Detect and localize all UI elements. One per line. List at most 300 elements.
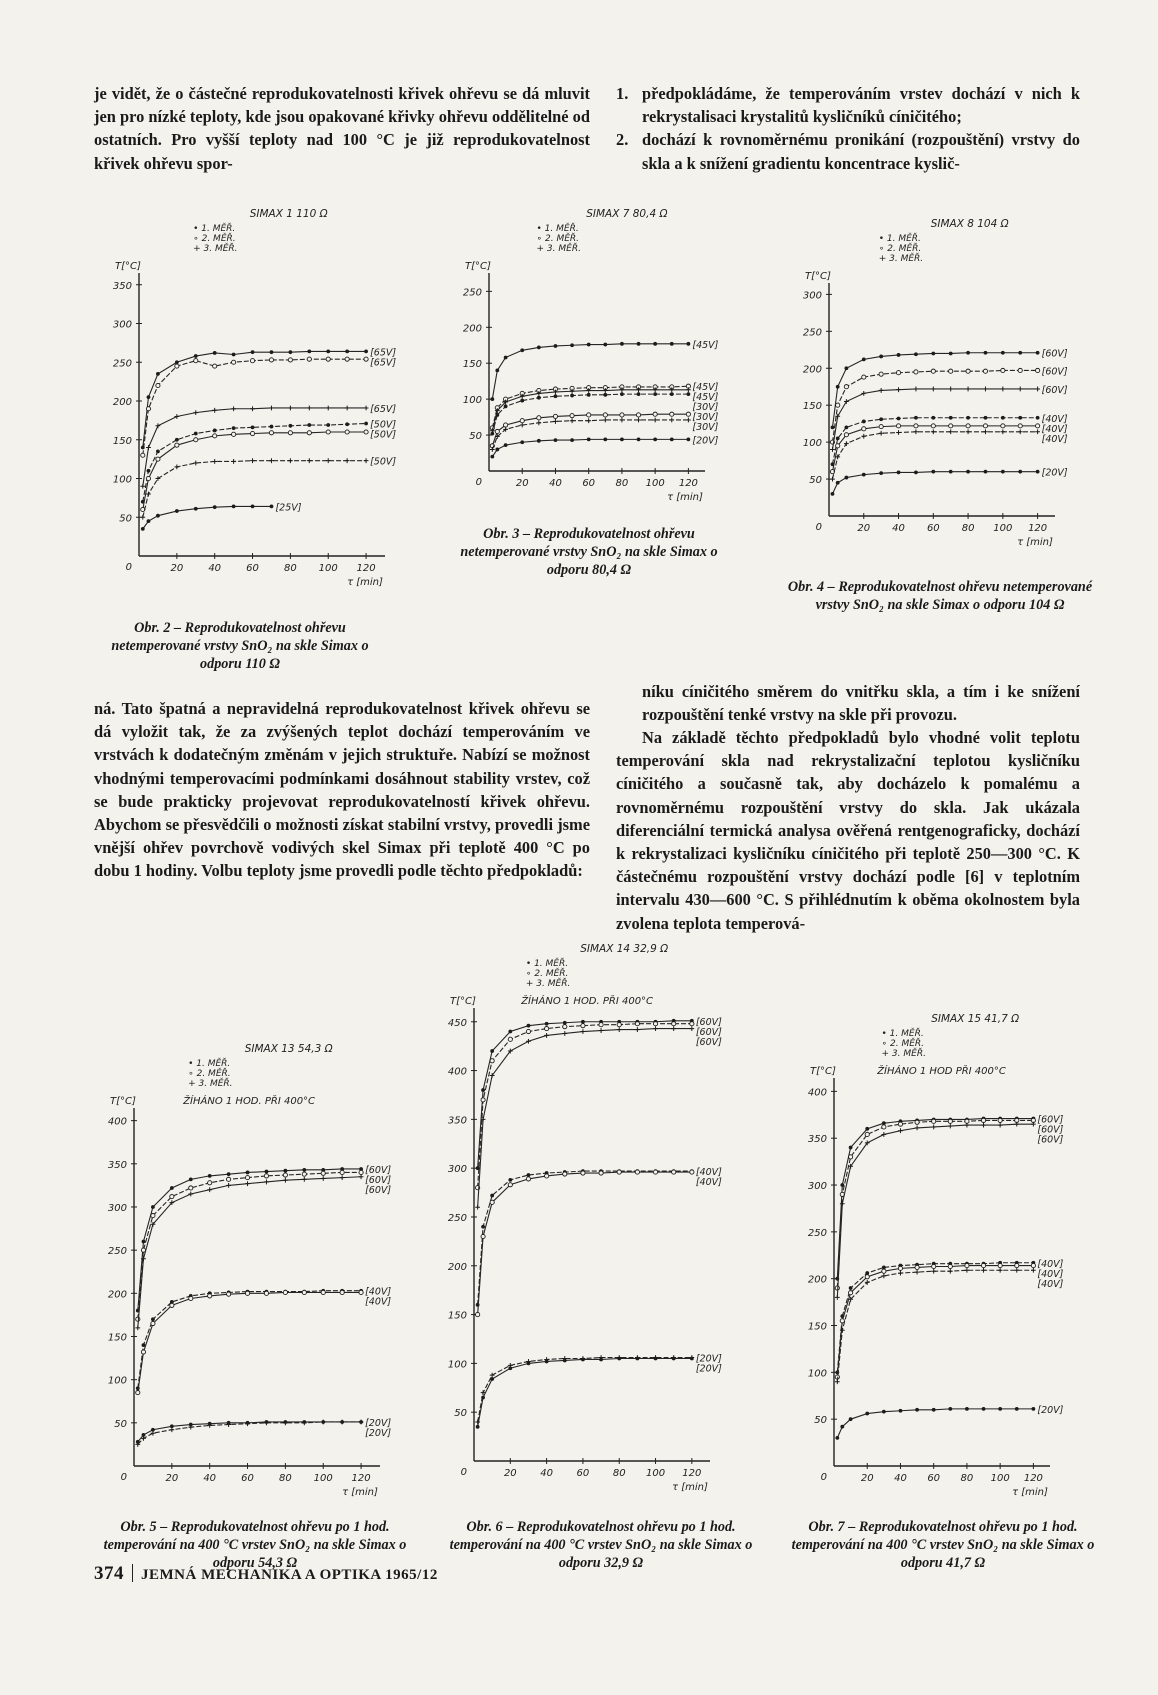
x-tick-label: 80 (279, 1473, 292, 1484)
data-point (207, 1187, 212, 1192)
x-tick-label: 20 (860, 1473, 874, 1484)
data-point (836, 385, 840, 389)
data-point (340, 1290, 344, 1294)
data-point (213, 364, 217, 368)
y-tick-label: 300 (447, 1164, 467, 1176)
data-point (490, 1200, 494, 1204)
curve-voltage-label: [60V] (365, 1174, 392, 1186)
data-point (553, 419, 558, 424)
data-point (915, 1270, 920, 1275)
data-point (1031, 1263, 1035, 1267)
x-tick-label: 80 (960, 1473, 974, 1484)
data-point (635, 1170, 639, 1174)
data-point (212, 459, 217, 464)
y-tick-label: 250 (807, 1227, 827, 1239)
data-point (587, 437, 591, 441)
data-point (1036, 470, 1040, 474)
data-point (146, 476, 150, 480)
data-point (897, 417, 901, 421)
data-point (213, 505, 217, 509)
data-point (603, 418, 608, 423)
data-point (965, 1123, 970, 1128)
data-point (1031, 1407, 1035, 1411)
data-point (264, 1180, 269, 1185)
data-point (283, 1420, 287, 1424)
figure-3-caption: Obr. 3 – Reprodukovatelnost ohřevu netemperované vrstvy SnO₂ na skle Simax o odporu 80,4 Ω (460, 526, 718, 578)
data-point (966, 351, 970, 355)
data-point (966, 369, 970, 373)
data-point (490, 397, 494, 401)
x-tick-label: 20 (165, 1473, 179, 1484)
curve-voltage-label: [40V] (365, 1296, 392, 1308)
curve-voltage-label: [60V] (1037, 1124, 1064, 1136)
x-tick-label: 100 (990, 1473, 1010, 1484)
data-point (570, 394, 574, 398)
x-tick-label: 40 (892, 523, 905, 534)
x-tick-label: 60 (576, 1468, 590, 1479)
data-point (504, 423, 508, 427)
data-point (931, 369, 935, 373)
x-axis-label: τ [min] (1012, 1487, 1048, 1498)
data-point (898, 1122, 902, 1126)
data-point (670, 437, 674, 441)
curve-voltage-label: [60V] (1041, 366, 1068, 378)
data-point (637, 437, 641, 441)
data-point (672, 1022, 676, 1026)
data-point (982, 1407, 986, 1411)
data-point (1014, 1122, 1019, 1127)
legend-entry: • 1. MĚŘ. (525, 959, 569, 969)
curve-voltage-label: [20V] (695, 1363, 722, 1375)
curve-voltage-label: [50V] (370, 456, 397, 468)
data-point (896, 387, 901, 392)
figure-4-caption: Obr. 4 – Reprodukovatelnost ohřevu netemperované vrstvy SnO₂ na skle Simax o odporu 104 Ω (787, 579, 1093, 613)
data-point (861, 391, 866, 396)
data-point (226, 1183, 231, 1188)
x-tick-label: 100 (313, 1473, 333, 1484)
data-point (836, 403, 840, 407)
data-point (302, 1168, 306, 1172)
data-point (504, 404, 508, 408)
data-point (587, 393, 591, 397)
legend-entry: + 3. MĚŘ. (188, 1079, 233, 1089)
x-axis-label: τ [min] (342, 1487, 378, 1498)
data-point (915, 1408, 919, 1412)
y-axis-label: T[°C] (115, 261, 141, 272)
data-point (966, 424, 970, 428)
data-point (321, 1176, 326, 1181)
data-point (265, 1170, 269, 1174)
data-point (250, 406, 255, 411)
data-point (898, 1271, 903, 1276)
data-point (481, 1098, 485, 1102)
x-axis-label: τ [min] (347, 577, 383, 588)
data-point (620, 413, 624, 417)
data-point (849, 1155, 853, 1159)
x-axis-label: τ [min] (667, 492, 703, 503)
data-point (840, 1319, 844, 1323)
data-point (653, 412, 657, 416)
data-point (495, 369, 499, 373)
data-point (227, 1172, 231, 1176)
data-point (142, 1433, 146, 1437)
data-point (213, 434, 217, 438)
y-tick-label: 150 (802, 401, 822, 413)
data-point (948, 1119, 952, 1123)
data-point (508, 1037, 512, 1041)
data-point (844, 425, 848, 429)
curve-voltage-label: [60V] (695, 1036, 722, 1048)
data-point (359, 1174, 364, 1179)
data-point (246, 1421, 250, 1425)
data-point (495, 429, 499, 433)
data-point (193, 410, 198, 415)
series-line (478, 1024, 692, 1188)
y-tick-label: 400 (107, 1116, 127, 1128)
data-point (1031, 1122, 1036, 1127)
data-point (476, 1425, 480, 1429)
data-point (326, 423, 330, 427)
data-point (321, 1290, 325, 1294)
data-point (340, 1175, 345, 1180)
curve-voltage-label: [60V] (365, 1164, 392, 1176)
data-point (998, 1123, 1003, 1128)
x-tick-label: 120 (682, 1468, 702, 1479)
data-point (307, 406, 312, 411)
data-point (865, 1127, 869, 1131)
data-point (844, 476, 848, 480)
data-point (364, 406, 369, 411)
curve-voltage-label: [60V] (1041, 348, 1068, 360)
x-tick-label: 100 (645, 1468, 666, 1479)
data-point (476, 1303, 480, 1307)
data-point (208, 1181, 212, 1185)
data-point (865, 1132, 869, 1136)
data-point (844, 385, 848, 389)
data-point (670, 392, 674, 396)
data-point (156, 514, 160, 518)
data-point (189, 1296, 193, 1300)
data-point (288, 358, 292, 362)
data-point (1018, 387, 1023, 392)
chart-title: SIMAX 1 110 Ω (249, 208, 328, 220)
data-point (189, 1177, 193, 1181)
data-point (545, 1360, 549, 1364)
legend-entry: • 1. MĚŘ. (536, 224, 579, 234)
data-point (1036, 351, 1040, 355)
data-point (208, 1294, 212, 1298)
data-point (881, 1273, 886, 1278)
data-point (227, 1421, 231, 1425)
data-point (654, 1357, 658, 1361)
legend-entry: ∘ 2. MĚŘ. (878, 244, 922, 254)
y-tick-label: 250 (802, 327, 822, 339)
data-point (1031, 1268, 1036, 1273)
x-tick-label: 40 (203, 1473, 217, 1484)
data-point (932, 1264, 936, 1268)
data-point (175, 443, 179, 447)
figure-4-chart (795, 215, 1105, 560)
data-point (896, 371, 900, 375)
data-point (1018, 351, 1022, 355)
y-tick-label: 300 (112, 319, 132, 331)
y-tick-label: 200 (807, 1274, 827, 1286)
data-point (653, 342, 657, 346)
data-point (949, 470, 953, 474)
data-point (321, 1171, 325, 1175)
data-point (932, 1119, 936, 1123)
legend-entry: • 1. MĚŘ. (193, 224, 236, 234)
x-tick-label: 120 (1023, 1473, 1043, 1484)
data-point (1018, 470, 1022, 474)
y-tick-label: 200 (462, 323, 482, 335)
x-tick-label: 120 (1028, 523, 1048, 534)
data-point (965, 1263, 969, 1267)
data-point (617, 1023, 621, 1027)
y-axis-label: T[°C] (810, 1066, 836, 1077)
data-point (250, 431, 254, 435)
assumption-number: 2. (616, 130, 629, 150)
x-tick-label: 60 (246, 563, 259, 574)
data-point (302, 1172, 306, 1176)
data-point (1018, 368, 1022, 372)
data-point (635, 1357, 639, 1361)
data-point (914, 370, 918, 374)
data-point (136, 1391, 140, 1395)
data-point (156, 372, 160, 376)
data-point (302, 1177, 307, 1182)
data-point (849, 1286, 853, 1290)
x-tick-label: 40 (208, 563, 222, 574)
data-point (146, 492, 151, 497)
data-point (246, 1171, 250, 1175)
data-point (359, 1420, 363, 1424)
data-point (193, 461, 198, 466)
data-point (984, 351, 988, 355)
curve-voltage-label: [20V] (695, 1353, 722, 1365)
data-point (914, 416, 918, 420)
data-point (931, 470, 935, 474)
data-point (897, 353, 901, 357)
data-point (620, 418, 625, 423)
data-point (526, 1177, 530, 1181)
data-point (136, 1440, 140, 1444)
y-tick-label: 50 (469, 431, 482, 443)
curve-voltage-label: [50V] (370, 429, 397, 441)
data-point (495, 413, 499, 417)
paragraph-reproducibility: ná. Tato špatná a nepravidelná reprodukovatelnost křivek ohřevu se dá vyložit tak, že za zvýšených teplot dochází temperováním ve vrstvách k dodatečným změnám v jejich struktuře. Nabízí se možnost vhodnými temperovacími podmínkami dosáhnout stability vrstev, což se bude prakticky projevovat reprodukovatelností křivek ohřevu. Abychom se přesvědčili o možnosti získat stabilní vrstvy, provedli jsme vnější ohřev povrchově vodivých skel Simax při teplotě 400 °C po dobu 1 hodiny. Volbu teploty jsme provedli podle těchto předpokladů: (94, 699, 590, 881)
x-tick-label: 40 (894, 1473, 907, 1484)
data-point (570, 414, 574, 418)
x-tick-label: 40 (549, 478, 562, 489)
figure-3-chart (455, 205, 755, 515)
y-tick-label: 200 (112, 397, 132, 408)
data-point (508, 1183, 512, 1187)
journal-title: JEMNÁ MECHANIKA A OPTIKA 1965/12 (141, 1567, 438, 1583)
data-point (966, 387, 971, 392)
data-point (835, 1436, 839, 1440)
data-point (581, 1358, 585, 1362)
origin-label: 0 (125, 562, 132, 573)
x-tick-label: 20 (515, 478, 529, 489)
y-tick-label: 200 (107, 1289, 127, 1301)
data-point (269, 358, 273, 362)
data-point (545, 1026, 549, 1030)
data-point (981, 1123, 986, 1128)
data-point (563, 1359, 567, 1363)
data-point (321, 1420, 325, 1424)
data-point (879, 417, 883, 421)
data-point (862, 427, 866, 431)
data-point (245, 1176, 249, 1180)
x-tick-label: 20 (503, 1468, 517, 1479)
data-point (1015, 1407, 1019, 1411)
data-point (603, 437, 607, 441)
data-point (536, 420, 541, 425)
data-point (175, 509, 179, 513)
data-point (326, 430, 330, 434)
curve-voltage-label: [40V] (695, 1167, 722, 1179)
assumption-list-top (616, 82, 1080, 175)
data-point (212, 408, 217, 413)
data-point (1001, 470, 1005, 474)
data-point (836, 444, 840, 448)
curve-voltage-label: [40V] (1037, 1278, 1064, 1290)
data-point (965, 1268, 970, 1273)
series-line (143, 461, 366, 518)
data-point (146, 445, 151, 450)
data-point (1018, 429, 1023, 434)
chart-subtitle: ŽÍHÁNO 1 HOD. PŘI 400°C (183, 1096, 316, 1107)
data-point (882, 1410, 886, 1414)
data-point (931, 429, 936, 434)
data-point (599, 1028, 604, 1033)
data-point (232, 426, 236, 430)
origin-label: 0 (460, 1467, 467, 1478)
data-point (142, 1240, 146, 1244)
series-line (832, 353, 1037, 428)
data-point (830, 477, 835, 482)
data-point (617, 1170, 621, 1174)
data-point (1036, 424, 1040, 428)
data-point (307, 357, 311, 361)
curve-voltage-label: [40V] (1037, 1268, 1064, 1280)
data-point (151, 1317, 155, 1321)
data-point (269, 431, 273, 435)
data-point (835, 1295, 840, 1300)
y-tick-label: 150 (807, 1321, 827, 1333)
data-point (1035, 429, 1040, 434)
data-point (490, 1194, 494, 1198)
chart-subtitle: ŽÍHÁNO 1 HOD PŘI 400°C (877, 1066, 1006, 1077)
data-point (208, 1422, 212, 1426)
series-line (837, 1270, 1033, 1381)
data-point (490, 1059, 494, 1063)
data-point (948, 429, 953, 434)
data-point (849, 1146, 853, 1150)
legend-entry: ∘ 2. MĚŘ. (193, 234, 236, 244)
data-point (981, 1263, 985, 1267)
data-point (653, 437, 657, 441)
data-point (686, 412, 690, 416)
y-tick-label: 350 (107, 1159, 127, 1171)
y-tick-label: 100 (807, 1368, 827, 1380)
x-tick-label: 60 (927, 1473, 941, 1484)
y-tick-label: 150 (107, 1332, 127, 1344)
y-tick-label: 100 (802, 438, 822, 450)
data-point (270, 505, 274, 509)
data-point (998, 1118, 1002, 1122)
data-point (670, 412, 674, 416)
data-point (189, 1186, 193, 1190)
data-point (581, 1029, 586, 1034)
data-point (599, 1358, 603, 1362)
data-point (653, 1022, 657, 1026)
data-point (364, 458, 369, 463)
series-line (478, 1171, 692, 1305)
curve-voltage-label: [45V] (692, 382, 719, 394)
data-point (189, 1423, 193, 1427)
data-point (232, 432, 236, 436)
data-point (265, 1420, 269, 1424)
data-point (998, 1268, 1003, 1273)
data-point (345, 422, 349, 426)
y-tick-label: 100 (107, 1375, 127, 1387)
data-point (170, 1186, 174, 1190)
data-point (302, 1420, 306, 1424)
page-footer (94, 1563, 438, 1585)
y-tick-label: 300 (107, 1202, 127, 1214)
data-point (269, 406, 274, 411)
data-point (840, 1201, 845, 1206)
y-tick-label: 100 (112, 474, 132, 486)
x-tick-label: 120 (351, 1473, 371, 1484)
data-point (983, 387, 988, 392)
x-tick-label: 80 (284, 563, 297, 574)
x-tick-label: 100 (645, 478, 665, 489)
paragraph-temperature-choice: Na základě těchto předpokladů bylo vhodné volit teplotu temperování skla nad rekrystalizační teplotou kysličníku cíničitého a současně tak, aby docházelo k pomalému a rovnoměrnému rozpouštění vrstvy do skla. Jak ukázala diferenciální termická analysa ověřená rentgenograficky, dochází k rekrystalizaci kysličníku cíničitého při teplotě 250—300 °C. K částečnému rozpouštění vrstvy dochází podle [6] v teplotním intervalu 430—600 °C. S přihlédnutím k oběma okolnostem byla zvolena teplota temperová- (616, 728, 1080, 933)
series-line (478, 1021, 692, 1168)
data-point (345, 430, 349, 434)
data-point (156, 457, 160, 461)
data-point (844, 399, 849, 404)
data-point (250, 359, 254, 363)
page-number: 374 (94, 1563, 124, 1584)
assumption-text: dochází k rovnoměrnému pronikání (rozpouštění) vrstvy do skla a k snížení gradientu koncentrace kyslič- (642, 130, 1080, 173)
data-point (340, 1170, 344, 1174)
data-point (830, 447, 835, 452)
data-point (948, 1407, 952, 1411)
data-point (245, 1181, 250, 1186)
data-point (537, 416, 541, 420)
data-point (915, 1120, 919, 1124)
data-point (194, 354, 198, 358)
data-point (581, 1024, 585, 1028)
data-point (1036, 416, 1040, 420)
data-point (156, 423, 161, 428)
data-point (495, 448, 499, 452)
data-point (151, 1205, 155, 1209)
data-point (686, 342, 690, 346)
data-point (949, 369, 953, 373)
data-point (553, 414, 557, 418)
y-tick-label: 200 (802, 364, 822, 376)
data-point (175, 364, 179, 368)
legend-entry: ∘ 2. MĚŘ. (881, 1039, 925, 1049)
data-point (520, 399, 524, 403)
x-tick-label: 100 (318, 563, 338, 574)
data-point (269, 458, 274, 463)
